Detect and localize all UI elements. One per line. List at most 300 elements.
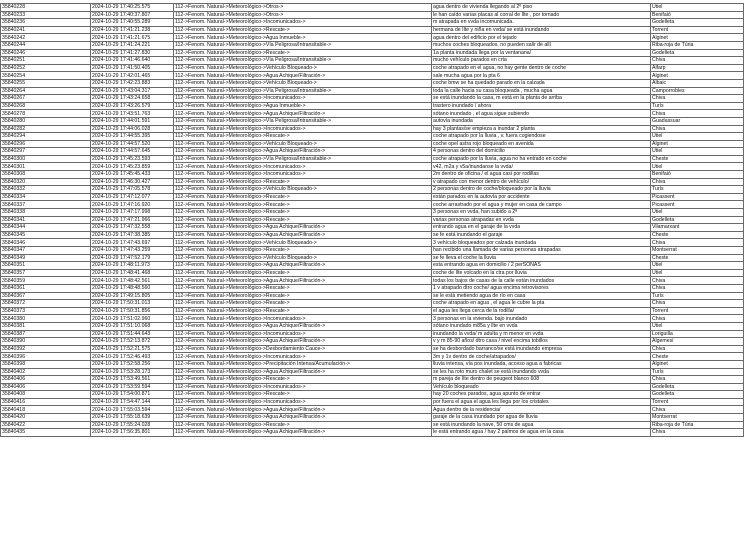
- incident-id-cell: 35840406: [1, 383, 91, 391]
- category-cell: 112->Fenom. Natural->Meteorológico->Rescate->: [174, 133, 432, 141]
- incident-id-cell: 35840338: [1, 209, 91, 217]
- category-cell: 112->Fenom. Natural->Meteorológico->Desbordamiento Cauce->: [174, 345, 432, 353]
- timestamp-cell: 2024-10-29 17:40:37.807: [91, 11, 174, 19]
- table-row: [1, 322, 744, 330]
- municipality-cell: Chiva: [651, 429, 744, 437]
- table-row: [1, 87, 744, 95]
- description-cell: 4 personas dentro del domicilio: [432, 148, 651, 156]
- municipality-cell: Godelleta: [651, 19, 744, 27]
- timestamp-cell: 2024-10-29 17:44:01.591: [91, 117, 174, 125]
- municipality-cell: Godelleta: [651, 49, 744, 57]
- timestamp-cell: 2024-10-29 17:51:10.068: [91, 322, 174, 330]
- table-row: [1, 398, 744, 406]
- table-row: [1, 383, 744, 391]
- category-cell: 112->Fenom. Natural->Meteorológico->Rescate->: [174, 307, 432, 315]
- municipality-cell: Alginet: [651, 72, 744, 80]
- table-row: [1, 421, 744, 429]
- incident-id-cell: 35840228: [1, 4, 91, 12]
- timestamp-cell: 2024-10-29 17:55:18.639: [91, 414, 174, 422]
- category-cell: 112->Fenom. Natural->Meteorológico->Vía Peligrosa/Intransitable->: [174, 41, 432, 49]
- description-cell: coche atrapado en el agua, no hay gente dentro de coche: [432, 64, 651, 72]
- description-cell: m atrapada en vvda incomunicada.: [432, 19, 651, 27]
- table-row: [1, 201, 744, 209]
- municipality-cell: Picassent: [651, 193, 744, 201]
- incident-id-cell: 35840264: [1, 87, 91, 95]
- municipality-cell: Alginet: [651, 140, 744, 148]
- municipality-cell: Utiel: [651, 322, 744, 330]
- timestamp-cell: 2024-10-29 17:45:23.859: [91, 163, 174, 171]
- municipality-cell: Montserrat: [651, 414, 744, 422]
- category-cell: 112->Fenom. Natural->Meteorológico->Vehículo Bloqueado->: [174, 186, 432, 194]
- table-row: [1, 133, 744, 141]
- description-cell: le han caído varias placas al corral de Ilte , por tornado: [432, 11, 651, 19]
- timestamp-cell: 2024-10-29 17:53:59.594: [91, 383, 174, 391]
- incident-id-cell: 35840296: [1, 140, 91, 148]
- incident-id-cell: 35840392: [1, 345, 91, 353]
- category-cell: 112->Fenom. Natural->Meteorológico->Agua Achique/Filtración->: [174, 414, 432, 422]
- category-cell: 112->Fenom. Natural->Meteorológico->Vía Peligrosa/Intransitable->: [174, 155, 432, 163]
- incident-id-cell: 35840282: [1, 125, 91, 133]
- municipality-cell: Algemesí: [651, 338, 744, 346]
- timestamp-cell: 2024-10-29 17:56:35.801: [91, 429, 174, 437]
- municipality-cell: Torrent: [651, 307, 744, 315]
- incident-id-cell: 35840254: [1, 72, 91, 80]
- table-row: [1, 11, 744, 19]
- timestamp-cell: 2024-10-29 17:43:24.658: [91, 95, 174, 103]
- municipality-cell: Riba-roja de Túria: [651, 41, 744, 49]
- table-row: [1, 224, 744, 232]
- timestamp-cell: 2024-10-29 17:52:21.575: [91, 345, 174, 353]
- timestamp-cell: 2024-10-29 17:47:21.966: [91, 216, 174, 224]
- table-row: [1, 95, 744, 103]
- incident-id-cell: 35840297: [1, 148, 91, 156]
- description-cell: coche bmw se ha quedado parado en la calzada: [432, 79, 651, 87]
- municipality-cell: Turís: [651, 186, 744, 194]
- municipality-cell: Cheste: [651, 254, 744, 262]
- category-cell: 112->Fenom. Natural->Meteorológico->Agua Achique/Filtración->: [174, 338, 432, 346]
- table-row: [1, 300, 744, 308]
- timestamp-cell: 2024-10-29 17:53:28.173: [91, 368, 174, 376]
- category-cell: 112->Fenom. Natural->Meteorológico->Agua Achique/Filtración->: [174, 322, 432, 330]
- description-cell: coche atrapado por la lluvia, agua no ha entrado en coche: [432, 155, 651, 163]
- table-row: [1, 429, 744, 437]
- category-cell: 112->Fenom. Natural->Meteorológico->Rescate->: [174, 376, 432, 384]
- category-cell: 112->Fenom. Natural->Meteorológico->Agua Achique/Filtración->: [174, 72, 432, 80]
- municipality-cell: Chiva: [651, 406, 744, 414]
- incident-table: [0, 3, 744, 437]
- municipality-cell: Alfarp: [651, 64, 744, 72]
- description-cell: coche de Ilte volcado en la ctra por lluvia: [432, 269, 651, 277]
- description-cell: garaje de la casa inundado por agua de lluvia: [432, 414, 651, 422]
- municipality-cell: Godelleta: [651, 391, 744, 399]
- category-cell: 112->Fenom. Natural->Meteorológico->Vía Peligrosa/Intransitable->: [174, 87, 432, 95]
- category-cell: 112->Fenom. Natural->Meteorológico->Agua Achique/Filtración->: [174, 368, 432, 376]
- description-cell: sótano inundado m85a y llte en vvda: [432, 322, 651, 330]
- table-row: [1, 155, 744, 163]
- municipality-cell: Vilamarxant: [651, 224, 744, 232]
- table-row: [1, 216, 744, 224]
- category-cell: 112->Fenom. Natural->Meteorológico->Agua Achique/Filtración->: [174, 148, 432, 156]
- timestamp-cell: 2024-10-29 17:43:04.317: [91, 87, 174, 95]
- municipality-cell: Godelleta: [651, 383, 744, 391]
- description-cell: v y m 85-90 años/ dtro casa / nivel encima tobillos: [432, 338, 651, 346]
- timestamp-cell: 2024-10-29 17:54:47.144: [91, 398, 174, 406]
- municipality-cell: Picassent: [651, 201, 744, 209]
- category-cell: 112->Fenom. Natural->Meteorológico->Agua Achique/Filtración->: [174, 406, 432, 414]
- municipality-cell: Camporrobles: [651, 87, 744, 95]
- description-cell: v atrapado con menor dentro de vehículo/: [432, 178, 651, 186]
- table-row: [1, 391, 744, 399]
- description-cell: todas los bajos de casas de la calle están inundados: [432, 277, 651, 285]
- category-cell: 112->Fenom. Natural->Meteorológico->Rescate->: [174, 421, 432, 429]
- timestamp-cell: 2024-10-29 17:47:32.558: [91, 224, 174, 232]
- timestamp-cell: 2024-10-29 17:48:42.561: [91, 277, 174, 285]
- timestamp-cell: 2024-10-29 17:41:46.640: [91, 57, 174, 65]
- incident-id-cell: 35840337: [1, 201, 91, 209]
- table-row: [1, 414, 744, 422]
- municipality-cell: Chiva: [651, 315, 744, 323]
- category-cell: 112->Fenom. Natural->Meteorológico->Rescate->: [174, 300, 432, 308]
- municipality-cell: Benifaió: [651, 171, 744, 179]
- category-cell: 112->Fenom. Natural->Meteorológico->Rescate->: [174, 269, 432, 277]
- incident-id-cell: 35840396: [1, 353, 91, 361]
- table-row: [1, 140, 744, 148]
- timestamp-cell: 2024-10-29 17:48:11.973: [91, 262, 174, 270]
- incident-id-cell: 35840357: [1, 269, 91, 277]
- timestamp-cell: 2024-10-29 17:47:43.697: [91, 239, 174, 247]
- incident-id-cell: 35840301: [1, 163, 91, 171]
- description-cell: v42, m2a y v5a/inundanse la vvda/: [432, 163, 651, 171]
- timestamp-cell: 2024-10-29 17:52:46.493: [91, 353, 174, 361]
- category-cell: 112->Fenom. Natural->Meteorológico->Agua Achique/Filtración->: [174, 429, 432, 437]
- timestamp-cell: 2024-10-29 17:50:31.013: [91, 300, 174, 308]
- municipality-cell: Turís: [651, 292, 744, 300]
- incident-id-cell: 35840390: [1, 338, 91, 346]
- category-cell: 112->Fenom. Natural->Meteorológico->Rescate->: [174, 201, 432, 209]
- incident-id-cell: 35840347: [1, 247, 91, 255]
- description-cell: se les ha roto muro chalet se está inundando vvda: [432, 368, 651, 376]
- description-cell: coche opel astra rojo bloqueado en avenida: [432, 140, 651, 148]
- municipality-cell: Chiva: [651, 110, 744, 118]
- table-row: [1, 193, 744, 201]
- description-cell: coche arrastrado por el agua y mujer en casa de campo: [432, 201, 651, 209]
- incident-id-cell: 35840320: [1, 178, 91, 186]
- category-cell: 112->Fenom. Natural->Meteorológico->Agua Achique/Filtración->: [174, 262, 432, 270]
- description-cell: agua dentro de vivienda llegando al 2º piso: [432, 4, 651, 12]
- incident-id-cell: 35840246: [1, 49, 91, 57]
- incident-id-cell: 35840418: [1, 406, 91, 414]
- incident-id-cell: 35840351: [1, 262, 91, 270]
- municipality-cell: Guadassuar: [651, 117, 744, 125]
- incident-id-cell: 35840300: [1, 155, 91, 163]
- timestamp-cell: 2024-10-29 17:42:01.465: [91, 72, 174, 80]
- incident-id-cell: 35840387: [1, 330, 91, 338]
- municipality-cell: Turís: [651, 102, 744, 110]
- category-cell: 112->Fenom. Natural->Meteorológico->Agua Inmueble->: [174, 34, 432, 42]
- incident-id-cell: 35840268: [1, 102, 91, 110]
- category-cell: 112->Fenom. Natural->Meteorológico->Rescate->: [174, 209, 432, 217]
- category-cell: 112->Fenom. Natural->Meteorológico->Rescate->: [174, 391, 432, 399]
- category-cell: 112->Fenom. Natural->Meteorológico->Rescate->: [174, 216, 432, 224]
- incident-id-cell: 35840308: [1, 171, 91, 179]
- incident-id-cell: 35840372: [1, 300, 91, 308]
- incident-id-cell: 35840255: [1, 79, 91, 87]
- timestamp-cell: 2024-10-29 17:49:15.805: [91, 292, 174, 300]
- category-cell: 112->Fenom. Natural->Meteorológico->Vehículo Bloqueado->: [174, 64, 432, 72]
- timestamp-cell: 2024-10-29 17:47:52.179: [91, 254, 174, 262]
- incident-id-cell: 35840244: [1, 41, 91, 49]
- table-row: [1, 315, 744, 323]
- incident-id-cell: 35840236: [1, 19, 91, 27]
- table-row: [1, 338, 744, 346]
- description-cell: 3 personas en la vivienda. bajo inundado: [432, 315, 651, 323]
- timestamp-cell: 2024-10-29 17:51:02.960: [91, 315, 174, 323]
- description-cell: le está entrando agua / hay 2 palmos de agua en la casa: [432, 429, 651, 437]
- municipality-cell: Cheste: [651, 353, 744, 361]
- table-row: [1, 19, 744, 27]
- description-cell: el agua les llega cerca de la rodilla/: [432, 307, 651, 315]
- table-row: [1, 49, 744, 57]
- municipality-cell: Chiva: [651, 57, 744, 65]
- description-cell: se está inundando la casa, m está en la planta de arriba: [432, 95, 651, 103]
- description-cell: se fe lleva el coche la lluvia: [432, 254, 651, 262]
- description-cell: varias personas atrapadas en vvda: [432, 216, 651, 224]
- incident-id-cell: 35840242: [1, 34, 91, 42]
- timestamp-cell: 2024-10-29 17:47:12.077: [91, 193, 174, 201]
- category-cell: 112->Fenom. Natural->Meteorológico->Otros->: [174, 11, 432, 19]
- category-cell: 112->Fenom. Natural->Meteorológico->Agua Achique/Filtración->: [174, 110, 432, 118]
- incident-id-cell: 35840402: [1, 368, 91, 376]
- description-cell: se está inundando la nave, 50 cms de agua: [432, 421, 651, 429]
- incident-id-cell: 35840332: [1, 186, 91, 194]
- timestamp-cell: 2024-10-29 17:41:24.221: [91, 41, 174, 49]
- timestamp-cell: 2024-10-29 17:50:31.856: [91, 307, 174, 315]
- table-row: [1, 186, 744, 194]
- category-cell: 112->Fenom. Natural->Meteorológico->Vehículo Bloqueado->: [174, 239, 432, 247]
- table-row: [1, 57, 744, 65]
- timestamp-cell: 2024-10-29 17:44:57.520: [91, 140, 174, 148]
- incident-id-cell: 35840252: [1, 64, 91, 72]
- municipality-cell: Torrent: [651, 398, 744, 406]
- description-cell: sale mucha agua por la pta 6: [432, 72, 651, 80]
- category-cell: 112->Fenom. Natural->Meteorológico->Agua Achique/Filtración->: [174, 231, 432, 239]
- category-cell: 112->Fenom. Natural->Meteorológico->Vía Peligrosa/Intransitable->: [174, 117, 432, 125]
- municipality-cell: Godelleta: [651, 216, 744, 224]
- municipality-cell: Chiva: [651, 178, 744, 186]
- table-row: [1, 64, 744, 72]
- incident-id-cell: 35840278: [1, 110, 91, 118]
- table-row: [1, 330, 744, 338]
- category-cell: 112->Fenom. Natural->Meteorológico->Agua Achique/Filtración->: [174, 224, 432, 232]
- timestamp-cell: 2024-10-29 17:54:00.871: [91, 391, 174, 399]
- table-row: [1, 247, 744, 255]
- description-cell: están parados en la autovía por accidente: [432, 193, 651, 201]
- description-cell: 1a planta inundada llega por la ventanana/: [432, 49, 651, 57]
- timestamp-cell: 2024-10-29 17:40:55.289: [91, 19, 174, 27]
- table-row: [1, 307, 744, 315]
- timestamp-cell: 2024-10-29 17:55:24.028: [91, 421, 174, 429]
- category-cell: 112->Fenom. Natural->Meteorológico->Incomunicados->: [174, 383, 432, 391]
- incident-id-cell: 35840420: [1, 414, 91, 422]
- municipality-cell: Montserrat: [651, 247, 744, 255]
- municipality-cell: Riba-roja de Túria: [651, 421, 744, 429]
- description-cell: han recibido una llamada de varias personas atrapadas: [432, 247, 651, 255]
- municipality-cell: Chiva: [651, 345, 744, 353]
- municipality-cell: Chiva: [651, 125, 744, 133]
- municipality-cell: Utiel: [651, 4, 744, 12]
- table-row: [1, 345, 744, 353]
- table-row: [1, 34, 744, 42]
- description-cell: 3 personas en vvda, han subido a 2ª: [432, 209, 651, 217]
- incident-id-cell: 35840346: [1, 239, 91, 247]
- table-row: [1, 102, 744, 110]
- municipality-cell: Chiva: [651, 284, 744, 292]
- category-cell: 112->Fenom. Natural->Meteorológico->Incomunicados->: [174, 171, 432, 179]
- timestamp-cell: 2024-10-29 17:47:17.998: [91, 209, 174, 217]
- timestamp-cell: 2024-10-29 17:44:55.395: [91, 133, 174, 141]
- category-cell: 112->Fenom. Natural->Meteorológico->Incomunicados->: [174, 398, 432, 406]
- incident-id-cell: 35840361: [1, 284, 91, 292]
- category-cell: 112->Fenom. Natural->Meteorológico->Vehículo Bloqueado->: [174, 254, 432, 262]
- municipality-cell: Cheste: [651, 231, 744, 239]
- municipality-cell: Alginet: [651, 360, 744, 368]
- municipality-cell: Chiva: [651, 95, 744, 103]
- description-cell: 2 personas dentro de coche/bloqueado por la lluvia: [432, 186, 651, 194]
- description-cell: sótano inundado , el agua sigue subiendo: [432, 110, 651, 118]
- incident-id-cell: 35840380: [1, 315, 91, 323]
- table-row: [1, 353, 744, 361]
- incident-id-cell: 35840406: [1, 376, 91, 384]
- table-row: [1, 178, 744, 186]
- description-cell: por fuera el agua el agua les llega por los cristales: [432, 398, 651, 406]
- municipality-cell: Benifaió: [651, 11, 744, 19]
- category-cell: 112->Fenom. Natural->Meteorológico->Vehículo Bloqueado->: [174, 140, 432, 148]
- category-cell: 112->Fenom. Natural->Meteorológico->Incomunicados->: [174, 19, 432, 27]
- table-row: [1, 406, 744, 414]
- timestamp-cell: 2024-10-29 17:41:21.675: [91, 34, 174, 42]
- description-cell: lluvia intensa, vía pos inundada, acceso agua a fabricas: [432, 360, 651, 368]
- incident-id-cell: 35840381: [1, 322, 91, 330]
- category-cell: 112->Fenom. Natural->Meteorológico->Precipitación Intensa/Acumulación->: [174, 360, 432, 368]
- category-cell: 112->Fenom. Natural->Meteorológico->Agua Inmueble->: [174, 102, 432, 110]
- timestamp-cell: 2024-10-29 17:43:51.763: [91, 110, 174, 118]
- table-row: [1, 72, 744, 80]
- incident-id-cell: 35840267: [1, 95, 91, 103]
- table-row: [1, 254, 744, 262]
- table-row: [1, 284, 744, 292]
- description-cell: trastero inundado / ahora: [432, 102, 651, 110]
- incident-id-cell: 35840349: [1, 254, 91, 262]
- description-cell: Agua dentro de la residencia/: [432, 406, 651, 414]
- incident-id-cell: 35840422: [1, 421, 91, 429]
- municipality-cell: Utiel: [651, 209, 744, 217]
- timestamp-cell: 2024-10-29 17:41:27.830: [91, 49, 174, 57]
- table-row: [1, 376, 744, 384]
- timestamp-cell: 2024-10-29 17:44:57.645: [91, 148, 174, 156]
- incident-id-cell: 35840416: [1, 398, 91, 406]
- municipality-cell: Alginet: [651, 34, 744, 42]
- municipality-cell: Turís: [651, 368, 744, 376]
- incident-id-cell: 35840408: [1, 391, 91, 399]
- incident-id-cell: 35840345: [1, 231, 91, 239]
- category-cell: 112->Fenom. Natural->Meteorológico->Agua Achique/Filtración->: [174, 277, 432, 285]
- table-row: [1, 26, 744, 34]
- timestamp-cell: 2024-10-29 17:52:58.256: [91, 360, 174, 368]
- table-row: [1, 269, 744, 277]
- category-cell: 112->Fenom. Natural->Meteorológico->Rescate->: [174, 292, 432, 300]
- incident-id-cell: 35840435: [1, 429, 91, 437]
- timestamp-cell: 2024-10-29 17:40:25.575: [91, 4, 174, 12]
- description-cell: agua dentro del edificio por el tejado: [432, 34, 651, 42]
- municipality-cell: Loriguilla: [651, 330, 744, 338]
- table-row: [1, 4, 744, 12]
- table-row: [1, 110, 744, 118]
- municipality-cell: Albaic: [651, 79, 744, 87]
- incident-table-body: [1, 4, 744, 437]
- description-cell: se fe está inundando el garaje: [432, 231, 651, 239]
- description-cell: hay 20 coches parados, agua apunto de entrar: [432, 391, 651, 399]
- description-cell: toda la calle hacia su casa bloqueada , mucha agua: [432, 87, 651, 95]
- municipality-cell: Cheste: [651, 155, 744, 163]
- description-cell: 3m y 1v dentro de coche/atrapados/: [432, 353, 651, 361]
- category-cell: 112->Fenom. Natural->Meteorológico->Incomunicados->: [174, 163, 432, 171]
- municipality-cell: Chiva: [651, 277, 744, 285]
- description-cell: esta entrando agua en domicilio / 2 perSONAS: [432, 262, 651, 270]
- timestamp-cell: 2024-10-29 17:51:44.643: [91, 330, 174, 338]
- incident-id-cell: 35840341: [1, 216, 91, 224]
- municipality-cell: Utiel: [651, 133, 744, 141]
- incident-id-cell: 35840373: [1, 307, 91, 315]
- description-cell: hay 3 plantas/se empieza a inundar 2 planta: [432, 125, 651, 133]
- category-cell: 112->Fenom. Natural->Meteorológico->Incomunicados->: [174, 353, 432, 361]
- description-cell: 3 vehículo bloqueados por calzada inundada: [432, 239, 651, 247]
- category-cell: 112->Fenom. Natural->Meteorológico->Rescate->: [174, 178, 432, 186]
- category-cell: 112->Fenom. Natural->Meteorológico->Incomunicados->: [174, 330, 432, 338]
- incident-id-cell: 35840334: [1, 193, 91, 201]
- description-cell: se le está metiendo agua de río en casa: [432, 292, 651, 300]
- municipality-cell: Chiva: [651, 300, 744, 308]
- table-row: [1, 239, 744, 247]
- category-cell: 112->Fenom. Natural->Meteorológico->Vía Peligrosa/Intransitable->: [174, 57, 432, 65]
- category-cell: 112->Fenom. Natural->Meteorológico->Incomunicados->: [174, 125, 432, 133]
- timestamp-cell: 2024-10-29 17:53:49.561: [91, 376, 174, 384]
- table-row: [1, 125, 744, 133]
- municipality-cell: Chiva: [651, 239, 744, 247]
- table-row: [1, 277, 744, 285]
- category-cell: 112->Fenom. Natural->Meteorológico->Incomunicados->: [174, 315, 432, 323]
- table-row: [1, 163, 744, 171]
- incident-id-cell: 35840241: [1, 26, 91, 34]
- description-cell: Vehículo bloqueado: [432, 383, 651, 391]
- table-row: [1, 148, 744, 156]
- timestamp-cell: 2024-10-29 17:41:21.238: [91, 26, 174, 34]
- table-row: [1, 171, 744, 179]
- timestamp-cell: 2024-10-29 17:45:45.433: [91, 171, 174, 179]
- description-cell: autovía inundada: [432, 117, 651, 125]
- timestamp-cell: 2024-10-29 17:47:16.920: [91, 201, 174, 209]
- incident-id-cell: 35840344: [1, 224, 91, 232]
- incident-id-cell: 35840233: [1, 11, 91, 19]
- timestamp-cell: 2024-10-29 17:48:48.560: [91, 284, 174, 292]
- municipality-cell: Chiva: [651, 376, 744, 384]
- table-row: [1, 41, 744, 49]
- incident-id-cell: 35840251: [1, 57, 91, 65]
- category-cell: 112->Fenom. Natural->Meteorológico->Otros->: [174, 4, 432, 12]
- description-cell: entrando agua en el garaje de la vvda: [432, 224, 651, 232]
- incident-id-cell: 35840398: [1, 360, 91, 368]
- timestamp-cell: 2024-10-29 17:47:38.385: [91, 231, 174, 239]
- table-row: [1, 360, 744, 368]
